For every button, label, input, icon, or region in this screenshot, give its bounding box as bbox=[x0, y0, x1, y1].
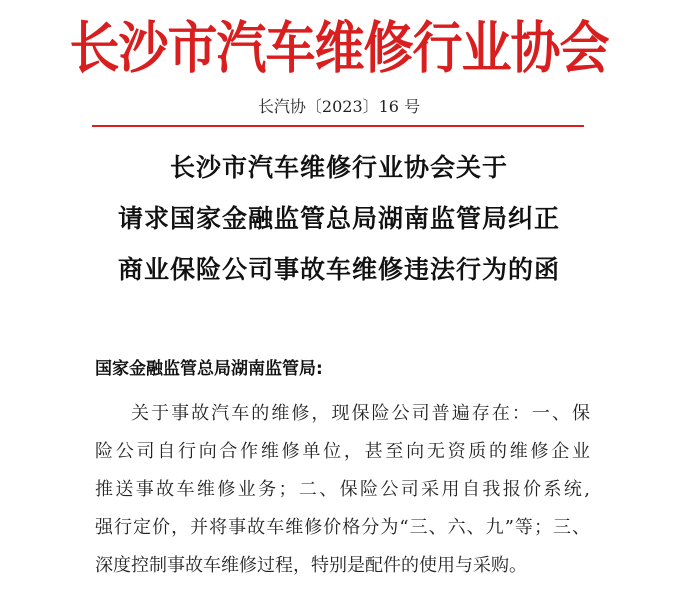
body-text-line: 强行定价，并将事故车维修价格分为“三、六、九”等；三、 bbox=[95, 517, 590, 538]
body-text-line: 关于事故汽车的维修，现保险公司普遍存在：一、保 bbox=[131, 403, 590, 424]
body-text-line: 推送事故车维修业务；二、保险公司采用自我报价系统, bbox=[95, 479, 590, 500]
document-title-line-3: 商业保险公司事故车维修违法行为的函 bbox=[117, 255, 560, 284]
header-divider bbox=[92, 125, 584, 127]
document-title-line-1: 长沙市汽车维修行业协会关于 bbox=[169, 153, 508, 182]
organization-header: 长沙市汽车维修行业协会 bbox=[69, 15, 609, 81]
document-title-line-2: 请求国家金融监管总局湖南监管局纠正 bbox=[117, 204, 560, 233]
body-text-line: 险公司自行向合作维修单位，甚至向无资质的维修企业 bbox=[95, 441, 590, 462]
document-number: 长汽协〔2023〕16 号 bbox=[257, 97, 421, 116]
recipient-salutation: 国家金融监管总局湖南监管局: bbox=[95, 359, 323, 379]
body-text-line: 深度控制事故车维修过程，特别是配件的使用与采购。 bbox=[95, 555, 527, 576]
